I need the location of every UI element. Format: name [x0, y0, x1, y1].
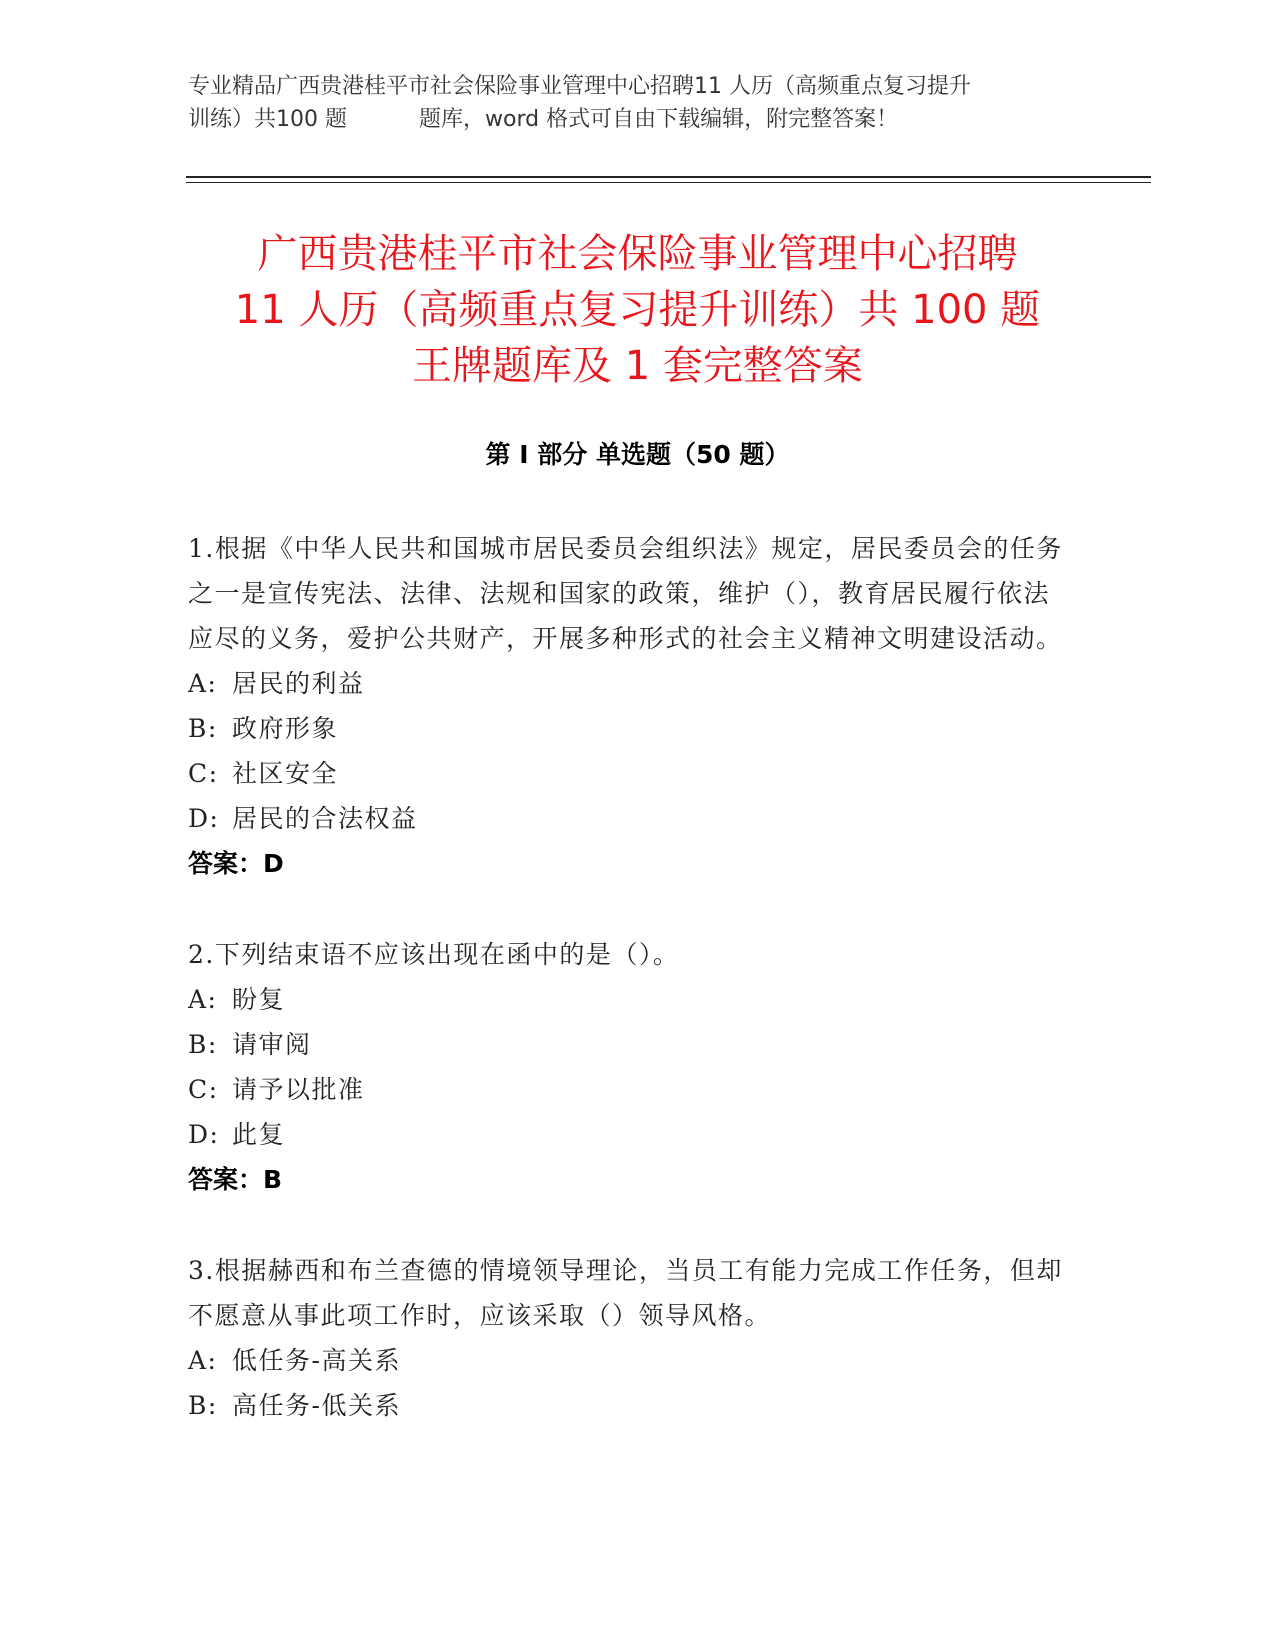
option-b: [188, 1022, 1068, 1067]
question-stem: 2.下列结束语不应该出现在函中的是（）。: [188, 940, 680, 969]
option-letter: B:: [188, 1391, 218, 1420]
option-c: [188, 751, 1068, 796]
option-letter: A:: [188, 1346, 218, 1375]
document-title-line-2: 11 人历（高频重点复习提升训练）共 100 题: [234, 287, 1041, 333]
section-heading: 第 I 部分 单选题（50 题）: [485, 440, 790, 469]
option-text: 居民的合法权益: [232, 804, 418, 833]
option-text: 请予以批准: [232, 1075, 365, 1104]
option-letter: C:: [188, 1075, 219, 1104]
question-1: [188, 526, 1068, 886]
answer-label: 答案：B: [188, 1165, 283, 1194]
option-text: 此复: [232, 1120, 286, 1149]
document-title-line-1: 广西贵港桂平市社会保险事业管理中心招聘: [257, 231, 1018, 277]
option-text: 低任务-高关系: [232, 1346, 401, 1375]
option-letter: A:: [188, 669, 218, 698]
option-letter: D:: [188, 804, 220, 833]
document-title: [150, 226, 1125, 394]
option-text: 政府形象: [232, 714, 339, 743]
header-note-line-2: [188, 103, 1088, 136]
header-note-line-1: 专业精品广西贵港桂平市社会保险事业管理中心招聘11 人历（高频重点复习提升: [188, 74, 971, 99]
header-note-line-2-end: 题库，word 格式可自由下载编辑，附完整答案！: [419, 107, 899, 132]
option-d: [188, 1112, 1068, 1157]
option-text: 高任务-低关系: [232, 1391, 401, 1420]
header-note: [188, 70, 1088, 136]
option-letter: C:: [188, 759, 219, 788]
option-a: [188, 977, 1068, 1022]
option-b: [188, 706, 1068, 751]
question-stem: 1.根据《中华人民共和国城市居民委员会组织法》规定，居民委员会的任务之一是宣传宪法、法律、法规和国家的政策，维护（），教育居民履行依法应尽的义务，爱护公共财产，开展多种形式的社会主义精神文明建设活动。: [188, 534, 1063, 653]
option-letter: D:: [188, 1120, 220, 1149]
option-letter: B:: [188, 1030, 218, 1059]
option-a: [188, 661, 1068, 706]
document-title-line-3: 王牌题库及 1 套完整答案: [412, 343, 863, 389]
option-letter: B:: [188, 714, 218, 743]
option-d: [188, 796, 1068, 841]
option-b: [188, 1383, 1068, 1428]
option-text: 居民的利益: [232, 669, 365, 698]
option-a: [188, 1338, 1068, 1383]
option-letter: A:: [188, 985, 218, 1014]
option-text: 盼复: [232, 985, 286, 1014]
question-stem: 3.根据赫西和布兰查德的情境领导理论，当员工有能力完成工作任务，但却不愿意从事此项工作时，应该采取（）领导风格。: [188, 1256, 1063, 1330]
question-3: [188, 1248, 1068, 1428]
header-rule-thick: [186, 176, 1151, 178]
question-2: [188, 932, 1068, 1202]
header-note-line-2-start: 训练）共100 题: [188, 107, 347, 132]
option-text: 请审阅: [232, 1030, 312, 1059]
option-text: 社区安全: [232, 759, 339, 788]
header-rule-thin: [186, 182, 1151, 183]
answer-label: 答案：D: [188, 849, 284, 878]
question-list: [188, 526, 1068, 1474]
option-c: [188, 1067, 1068, 1112]
